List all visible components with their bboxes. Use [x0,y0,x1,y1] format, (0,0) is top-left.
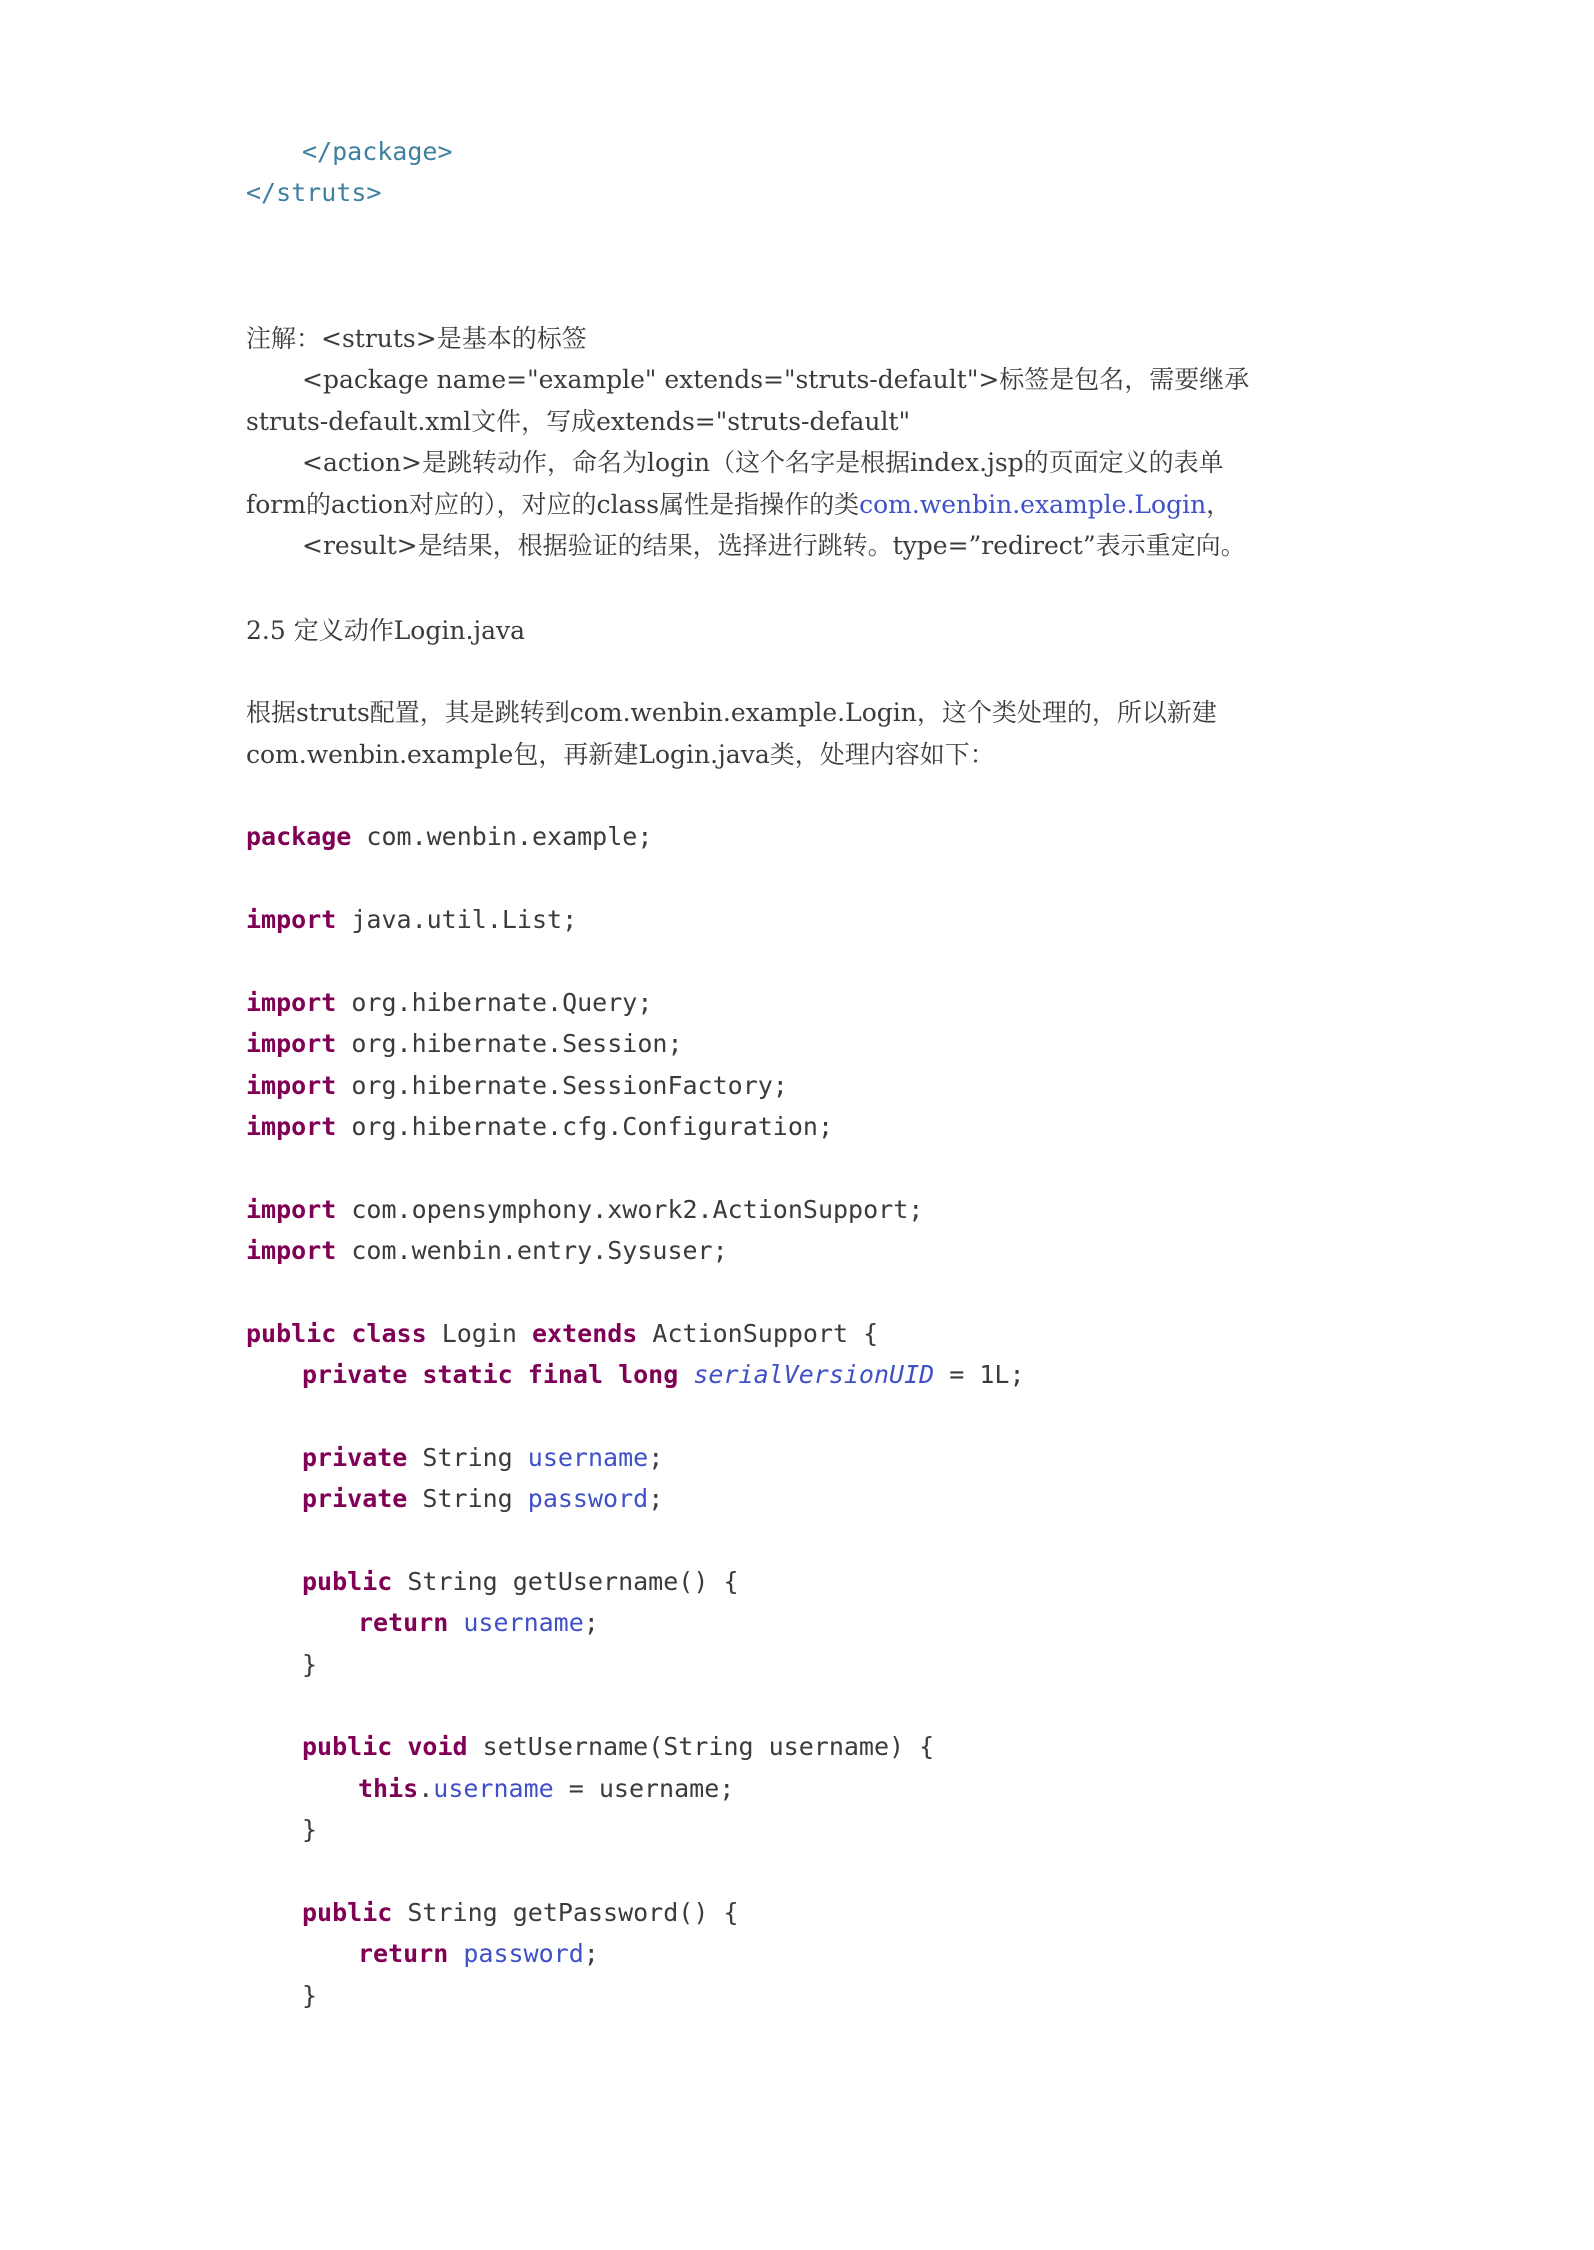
code-set-username-signature [302,1730,934,1764]
import-target: com.wenbin.entry.Sysuser; [336,1236,728,1265]
note-line-1: 注解：<struts>是基本的标签 [246,324,587,353]
semicolon: ; [583,1608,599,1637]
kw-extends: extends [532,1319,638,1348]
kw-public: public [302,1898,393,1927]
kw-package: package [246,822,352,851]
semicolon: ; [583,1939,599,1968]
code-close-brace: } [302,1981,318,2010]
semicolon: ; [648,1484,664,1513]
dot: . [418,1774,434,1803]
note-class-name: com.wenbin.example.Login [859,490,1207,519]
class-superclass: ActionSupport { [637,1319,879,1348]
code-assign-username [358,1772,734,1806]
kw-import: import [246,988,337,1017]
class-name: Login [426,1319,532,1348]
note-line-5-punct: ， [1206,490,1232,519]
import-target: java.util.List; [336,905,578,934]
code-import-line [246,1193,923,1227]
code-import-line [246,986,652,1020]
field-password: password [463,1939,584,1968]
xml-close-struts: </struts> [246,178,382,207]
import-target: org.hibernate.cfg.Configuration; [336,1112,834,1141]
method-signature: String getPassword() { [392,1898,739,1927]
code-field-password [302,1482,663,1516]
kw-class: class [351,1319,427,1348]
xml-close-package: </package> [302,137,453,166]
kw-public: public [302,1732,393,1761]
code-get-username-signature [302,1565,739,1599]
section-para-line-2: com.wenbin.example包，再新建Login.java类，处理内容如下： [246,740,995,769]
import-target: com.opensymphony.xwork2.ActionSupport; [336,1195,924,1224]
semicolon: ; [648,1443,664,1472]
code-return-username [358,1606,599,1640]
code-close-brace: } [302,1815,318,1844]
kw-import: import [246,1071,337,1100]
code-class-declaration [246,1317,878,1351]
package-name: com.wenbin.example; [351,822,653,851]
field-password: password [527,1484,649,1513]
note-line-2: <package name="example" extends="struts-default">标签是包名，需要继承 [302,365,1250,394]
kw-private: private [302,1484,408,1513]
code-import-line [246,903,577,937]
kw-modifiers: private static final long [302,1360,679,1389]
code-import-line [246,1027,683,1061]
note-line-5 [246,488,1231,522]
code-import-line [246,1234,728,1268]
kw-return: return [358,1608,449,1637]
section-para-line-1: 根据struts配置，其是跳转到com.wenbin.example.Login，这个类处理的，所以新建 [246,698,1217,727]
method-signature: String getUsername() { [392,1567,739,1596]
field-username: username [463,1608,584,1637]
section-heading: 2.5 定义动作Login.java [246,616,526,645]
kw-import: import [246,905,337,934]
code-import-line [246,1110,833,1144]
code-serial-field [302,1358,1025,1392]
type-string: String [407,1443,528,1472]
kw-import: import [246,1029,337,1058]
kw-public: public [302,1567,393,1596]
note-line-3: struts-default.xml文件，写成extends="struts-default" [246,407,911,436]
import-target: org.hibernate.SessionFactory; [336,1071,788,1100]
method-signature: setUsername(String username) { [467,1732,935,1761]
code-get-password-signature [302,1896,739,1930]
kw-import: import [246,1112,337,1141]
code-field-username [302,1441,663,1475]
code-return-password [358,1937,599,1971]
import-target: org.hibernate.Query; [336,988,653,1017]
serial-version-uid: serialVersionUID [693,1360,935,1389]
field-username: username [433,1774,554,1803]
serial-value: = 1L; [934,1360,1025,1389]
type-string: String [407,1484,528,1513]
kw-public: public [246,1319,337,1348]
kw-import: import [246,1236,337,1265]
kw-return: return [358,1939,449,1968]
kw-this: this [358,1774,419,1803]
kw-void: void [407,1732,468,1761]
note-line-4: <action>是跳转动作，命名为login（这个名字是根据index.jsp的页面定义的表单 [302,448,1224,477]
note-line-5-text: form的action对应的），对应的class属性是指操作的类 [246,490,860,519]
code-package-line [246,820,652,854]
note-line-6: <result>是结果，根据验证的结果，选择进行跳转。type=”redirect”表示重定向。 [302,531,1246,560]
code-import-line [246,1069,788,1103]
kw-import: import [246,1195,337,1224]
kw-private: private [302,1443,408,1472]
import-target: org.hibernate.Session; [336,1029,683,1058]
field-username: username [527,1443,649,1472]
code-close-brace: } [302,1650,318,1679]
assignment: = username; [553,1774,735,1803]
